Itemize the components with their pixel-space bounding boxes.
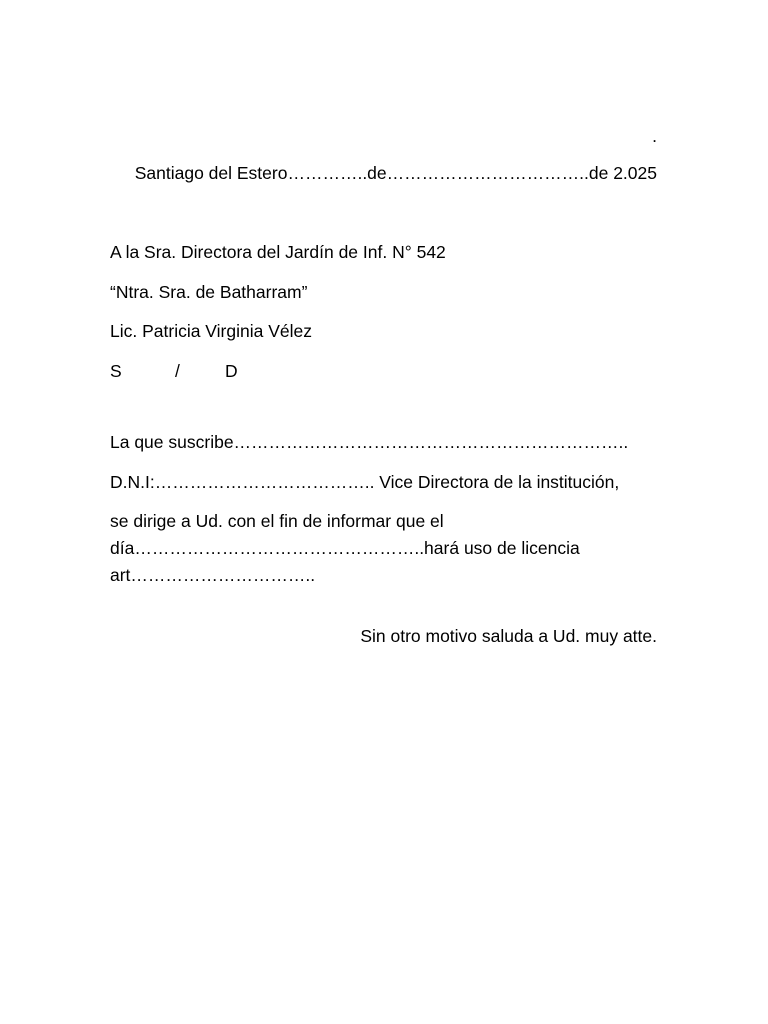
dni-line: D.N.I:……………………………….. Vice Directora de la institución, <box>110 472 620 492</box>
recipient-title: A la Sra. Directora del Jardín de Inf. N° 542 <box>110 242 446 262</box>
place-date-line: Santiago del Estero…………..de……………………………..de 2.025 <box>134 163 657 183</box>
top-dot-mark: . <box>652 126 657 146</box>
body-paragraph <box>110 508 580 589</box>
sd-s: S <box>110 361 122 381</box>
body-paragraph-line-3: art………………………….. <box>110 565 316 585</box>
recipient-name: Lic. Patricia Virginia Vélez <box>110 321 312 341</box>
body-paragraph-line-2: día…………………………………………..hará uso de licencia <box>110 538 580 558</box>
recipient-institution: “Ntra. Sra. de Batharram” <box>110 282 308 302</box>
closing-line: Sin otro motivo saluda a Ud. muy atte. <box>360 626 657 646</box>
sd-slash: / <box>175 361 180 381</box>
subscriber-line: La que suscribe………………………………………………………….. <box>110 432 629 452</box>
sd-d: D <box>225 361 238 381</box>
body-paragraph-line-1: se dirige a Ud. con el fin de informar que el <box>110 511 444 531</box>
salutation-sd <box>110 361 238 381</box>
